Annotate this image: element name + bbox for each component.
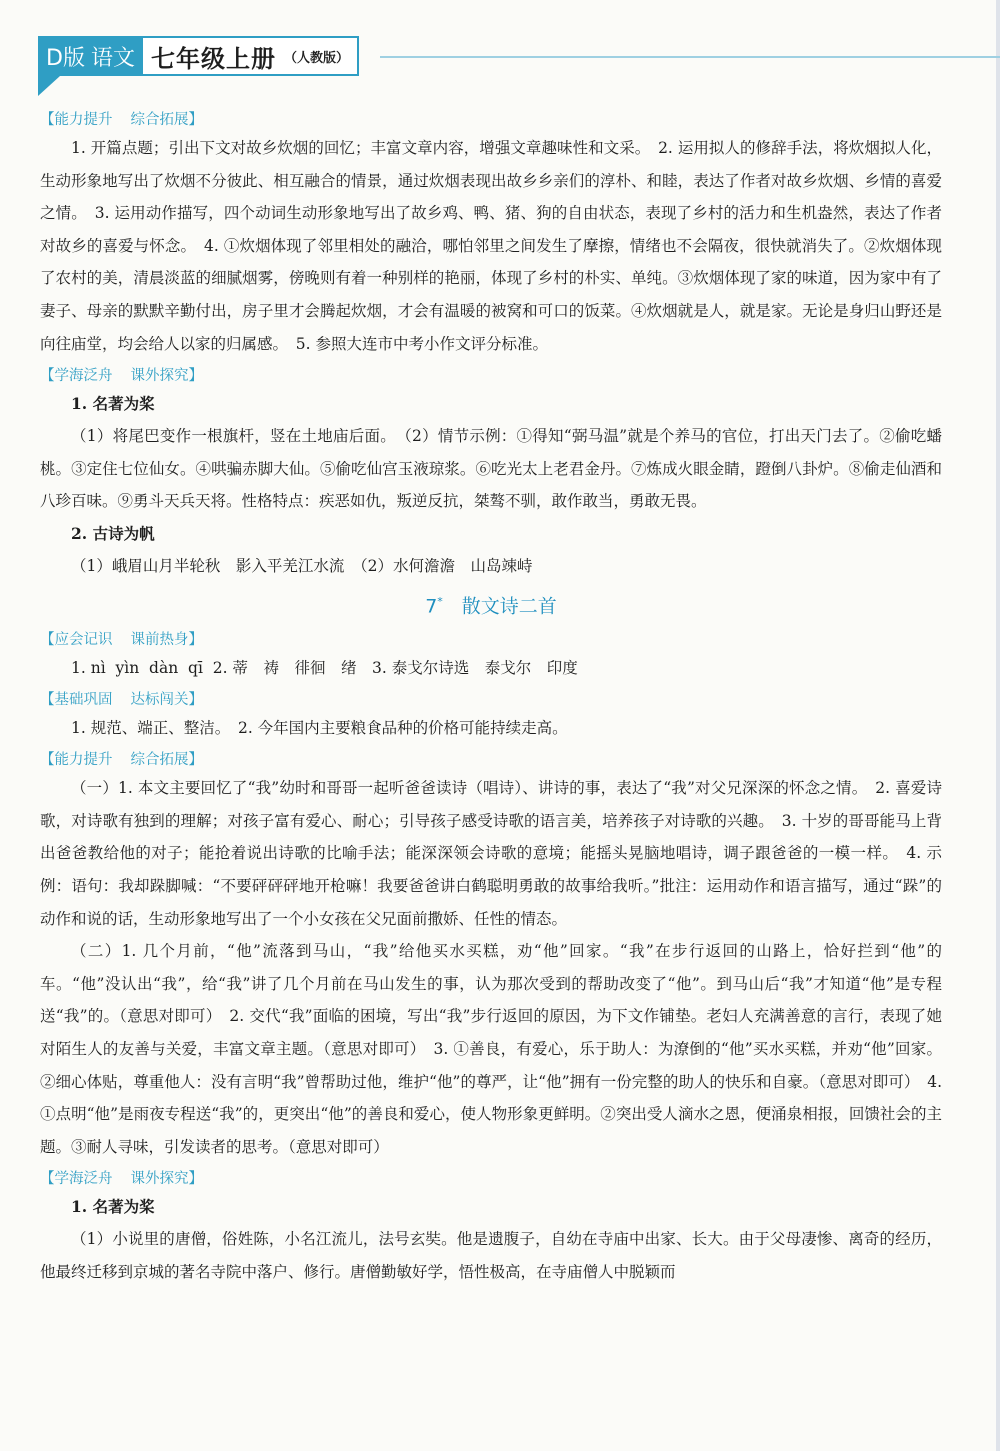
answer-line: 1. 规范、端正、整洁。 2. 今年国内主要粮食品种的价格可能持续走高。 (71, 719, 568, 738)
header-rule (380, 56, 1000, 58)
section-heading-study-1: 【学海泛舟 课外探究】 (40, 368, 203, 385)
edition-label: D版 (46, 45, 85, 71)
sub-heading: 1. 名著为桨 (71, 1197, 155, 1217)
header-tail-decoration (38, 76, 60, 96)
header-title-box (143, 36, 359, 76)
answer-paragraph: （一）1. 本文主要回忆了“我”幼时和哥哥一起听爸爸读诗（唱诗）、讲诗的事，表达了“我”对父兄深深的怀念之情。 2. 喜爱诗歌，对诗歌有独到的理解；对孩子富有爱心、耐心；引导孩子感受诗歌的语言美，培养孩子对诗歌的兴趣。 3. 十岁的哥哥能马上背出爸爸教给他的对子；能抢着说出诗歌的比喻手法；能深深领会诗歌的意境；能摇头晃脑地唱诗，调子跟爸爸的一模一样。 4. 示例：语句：我却跺脚喊：“不要砰砰砰地开枪嘛！我要爸爸讲白鹤聪明勇敢的故事给我听。”批注：运用动作和语言描写，通过“跺”的动作和说的话，生动形象地写出了一个小女孩在父兄面前撒娇、任性的情态。 (40, 779, 942, 928)
section-heading-ability-2: 【能力提升 综合拓展】 (40, 752, 203, 769)
section-heading-study-2: 【学海泛舟 课外探究】 (40, 1171, 203, 1188)
answer-line: （1）峨眉山月半轮秋 影入平羌江水流 （2）水何澹澹 山岛竦峙 (71, 556, 533, 575)
section-heading-remember: 【应会记识 课前热身】 (40, 632, 203, 649)
page-header (38, 36, 390, 76)
page-content (40, 104, 942, 1289)
answer-paragraph: （1）将尾巴变作一根旗杆，竖在土地庙后面。 （2）情节示例：①得知“弼马温”就是个养马的官位，打出天门去了。②偷吃蟠桃。③定住七位仙女。④哄骗赤脚大仙。⑤偷吃仙宫玉液琼浆。⑥吃光太上老君金丹。⑦炼成火眼金睛，蹬倒八卦炉。⑧偷走仙酒和八珍百味。⑨勇斗天兵天将。性格特点：疾恶如仇，叛逆反抗，桀骜不驯，敢作敢当，勇敢无畏。 (40, 427, 942, 511)
subject-label: 语文 (90, 45, 135, 71)
section-heading-ability-1: 【能力提升 综合拓展】 (40, 112, 203, 128)
grade-label: 七年级上册 (150, 43, 276, 73)
lesson-title: 7* 散文诗二首 (425, 594, 557, 618)
sub-heading: 2. 古诗为帆 (71, 523, 155, 543)
answer-paragraph: （1）小说里的唐僧，俗姓陈，小名江流儿，法号玄奘。他是遗腹子，自幼在寺庙中出家、长大。由于父母凄惨、离奇的经历，他最终迁移到京城的著名寺院中落户、修行。唐僧勤敏好学，悟性极高，在寺庙僧人中脱颖而 (40, 1230, 942, 1281)
publisher-label: （人教版） (283, 50, 349, 66)
answer-line: 1. nì yìn dàn qī 2. 蒂 祷 徘徊 绪 3. 泰戈尔诗选 泰戈尔 印度 (71, 659, 578, 678)
header-badge (38, 36, 143, 76)
answer-paragraph: （二）1. 几个月前，“他”流落到马山，“我”给他买水买糕，劝“他”回家。“我”在步行返回的山路上，恰好拦到“他”的车。“他”没认出“我”，给“我”讲了几个月前在马山发生的事，认为那次受到的帮助改变了“他”。到马山后“我”才知道“他”是专程送“我”的。（意思对即可） 2. 交代“我”面临的困境，写出“我”步行返回的原因，为下文作铺垫。老妇人充满善意的言行，表现了她对陌生人的友善与关爱，丰富文章主题。（意思对即可） 3. ①善良，有爱心，乐于助人：为潦倒的“他”买水买糕，并劝“他”回家。②细心体贴，尊重他人：没有言明“我”曾帮助过他，维护“他”的尊严，让“他”拥有一份完整的助人的快乐和自豪。（意思对即可） 4. ①点明“他”是雨夜专程送“我”的，更突出“他”的善良和爱心，使人物形象更鲜明。②突出受人滴水之恩，便涌泉相报，回馈社会的主题。③耐人寻味，引发读者的思考。（意思对即可） (40, 942, 942, 1156)
section-heading-basic: 【基础巩固 达标闯关】 (40, 692, 203, 709)
answer-paragraph: 1. 开篇点题；引出下文对故乡炊烟的回忆；丰富文章内容，增强文章趣味性和文采。 2. 运用拟人的修辞手法，将炊烟拟人化，生动形象地写出了炊烟不分彼此、相互融合的情景，通过炊烟表现出故乡乡亲们的淳朴、和睦，表达了作者对故乡炊烟、乡情的喜爱之情。 3. 运用动作描写，四个动词生动形象地写出了故乡鸡、鸭、猪、狗的自由状态，表现了乡村的活力和生机盎然，表达了作者对故乡的喜爱与怀念。 4. ①炊烟体现了邻里相处的融洽，哪怕邻里之间发生了摩擦，情绪也不会隔夜，很快就消失了。②炊烟体现了农村的美，清晨淡蓝的细腻烟雾，傍晚则有着一种别样的艳丽，体现了乡村的朴实、单纯。③炊烟体现了家的味道，因为家中有了妻子、母亲的默默辛勤付出，房子里才会腾起炊烟，才会有温暖的被窝和可口的饭菜。④炊烟就是人，就是家。无论是身归山野还是向往庙堂，均会给人以家的归属感。 5. 参照大连市中考小作文评分标准。 (40, 139, 942, 353)
sub-heading: 1. 名著为桨 (71, 394, 155, 414)
page-edge (996, 0, 1000, 1451)
